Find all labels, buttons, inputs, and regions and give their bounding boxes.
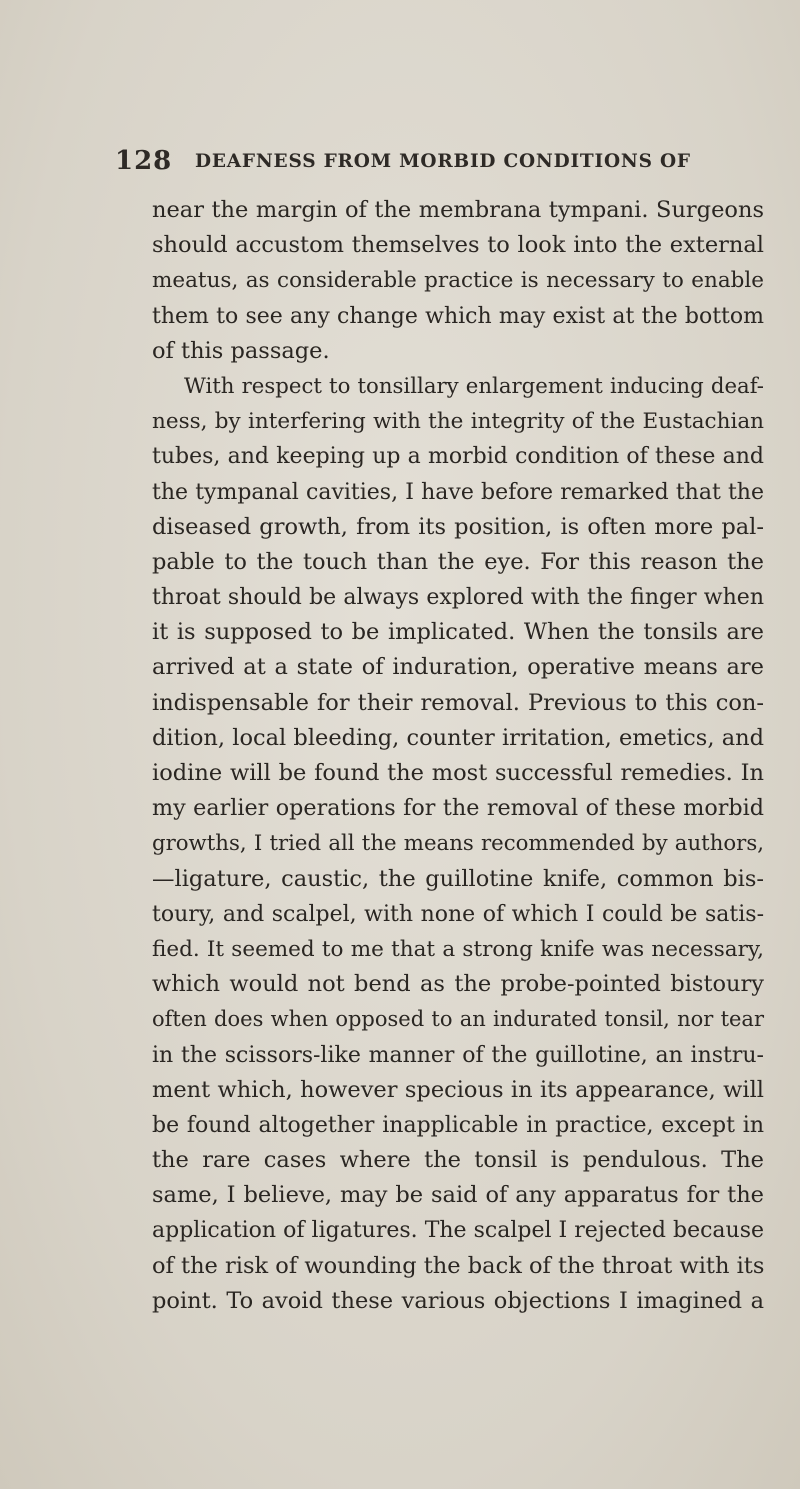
text-line: should accustom themselves to look into the external <box>152 232 764 259</box>
text-line: be found altogether inapplicable in practice, except in <box>152 1112 764 1138</box>
text-line: application of ligatures. The scalpel I rejected because <box>152 1218 764 1244</box>
text-line: the tympanal cavities, I have before remarked that the <box>152 479 764 505</box>
text-line: tubes, and keeping up a morbid condition of these and <box>152 444 764 470</box>
running-title: DEAFNESS FROM MORBID CONDITIONS OF <box>195 151 691 172</box>
text-line: throat should be always explored with the finger when <box>152 585 764 611</box>
text-line: point. To avoid these various objections I imagined a <box>152 1287 764 1314</box>
text-line: ness, by interfering with the integrity of the Eustachian <box>152 409 764 435</box>
text-line: of the risk of wounding the back of the throat with its <box>152 1252 765 1279</box>
text-line: —ligature, caustic, the guillotine knife, common bis- <box>152 865 764 892</box>
text-line: in the scissors-like manner of the guillotine, an instru- <box>152 1042 764 1068</box>
text-line: fied. It seemed to me that a strong knife was necessary, <box>152 936 764 962</box>
text-line: them to see any change which may exist at the bottom <box>152 303 764 329</box>
text-line: pable to the touch than the eye. For this reason the <box>152 548 764 575</box>
text-line: With respect to tonsillary enlargement inducing deaf- <box>184 373 764 399</box>
text-line: dition, local bleeding, counter irritation, emetics, and <box>152 724 764 751</box>
text-line: my earlier operations for the removal of these morbid <box>152 795 764 822</box>
text-line: toury, and scalpel, with none of which I could be satis- <box>152 901 764 927</box>
text-line: it is supposed to be implicated. When the tonsils are <box>152 619 764 646</box>
body-text <box>152 193 764 1319</box>
text-line: arrived at a state of induration, operative means are <box>152 654 764 681</box>
text-line: growths, I tried all the means recommended by authors, <box>152 831 764 857</box>
text-line: iodine will be found the most successful remedies. In <box>152 760 764 786</box>
text-line: diseased growth, from its position, is often more pal- <box>152 513 764 540</box>
running-head <box>115 146 765 176</box>
text-line: near the margin of the membrana tympani. Surgeons <box>152 197 764 223</box>
text-line: of this passage. <box>152 337 330 364</box>
text-line: meatus, as considerable practice is necessary to enable <box>152 268 764 294</box>
text-line: indispensable for their removal. Previous to this con- <box>152 689 764 716</box>
text-line: same, I believe, may be said of any apparatus for the <box>152 1182 764 1209</box>
text-line: the rare cases where the tonsil is pendulous. The <box>152 1147 764 1174</box>
text-line: ment which, however specious in its appearance, will <box>152 1076 764 1103</box>
text-line: which would not bend as the probe-pointed bistoury <box>152 971 764 998</box>
page-number: 128 <box>115 146 173 176</box>
text-line: often does when opposed to an indurated tonsil, nor tear <box>152 1007 764 1032</box>
